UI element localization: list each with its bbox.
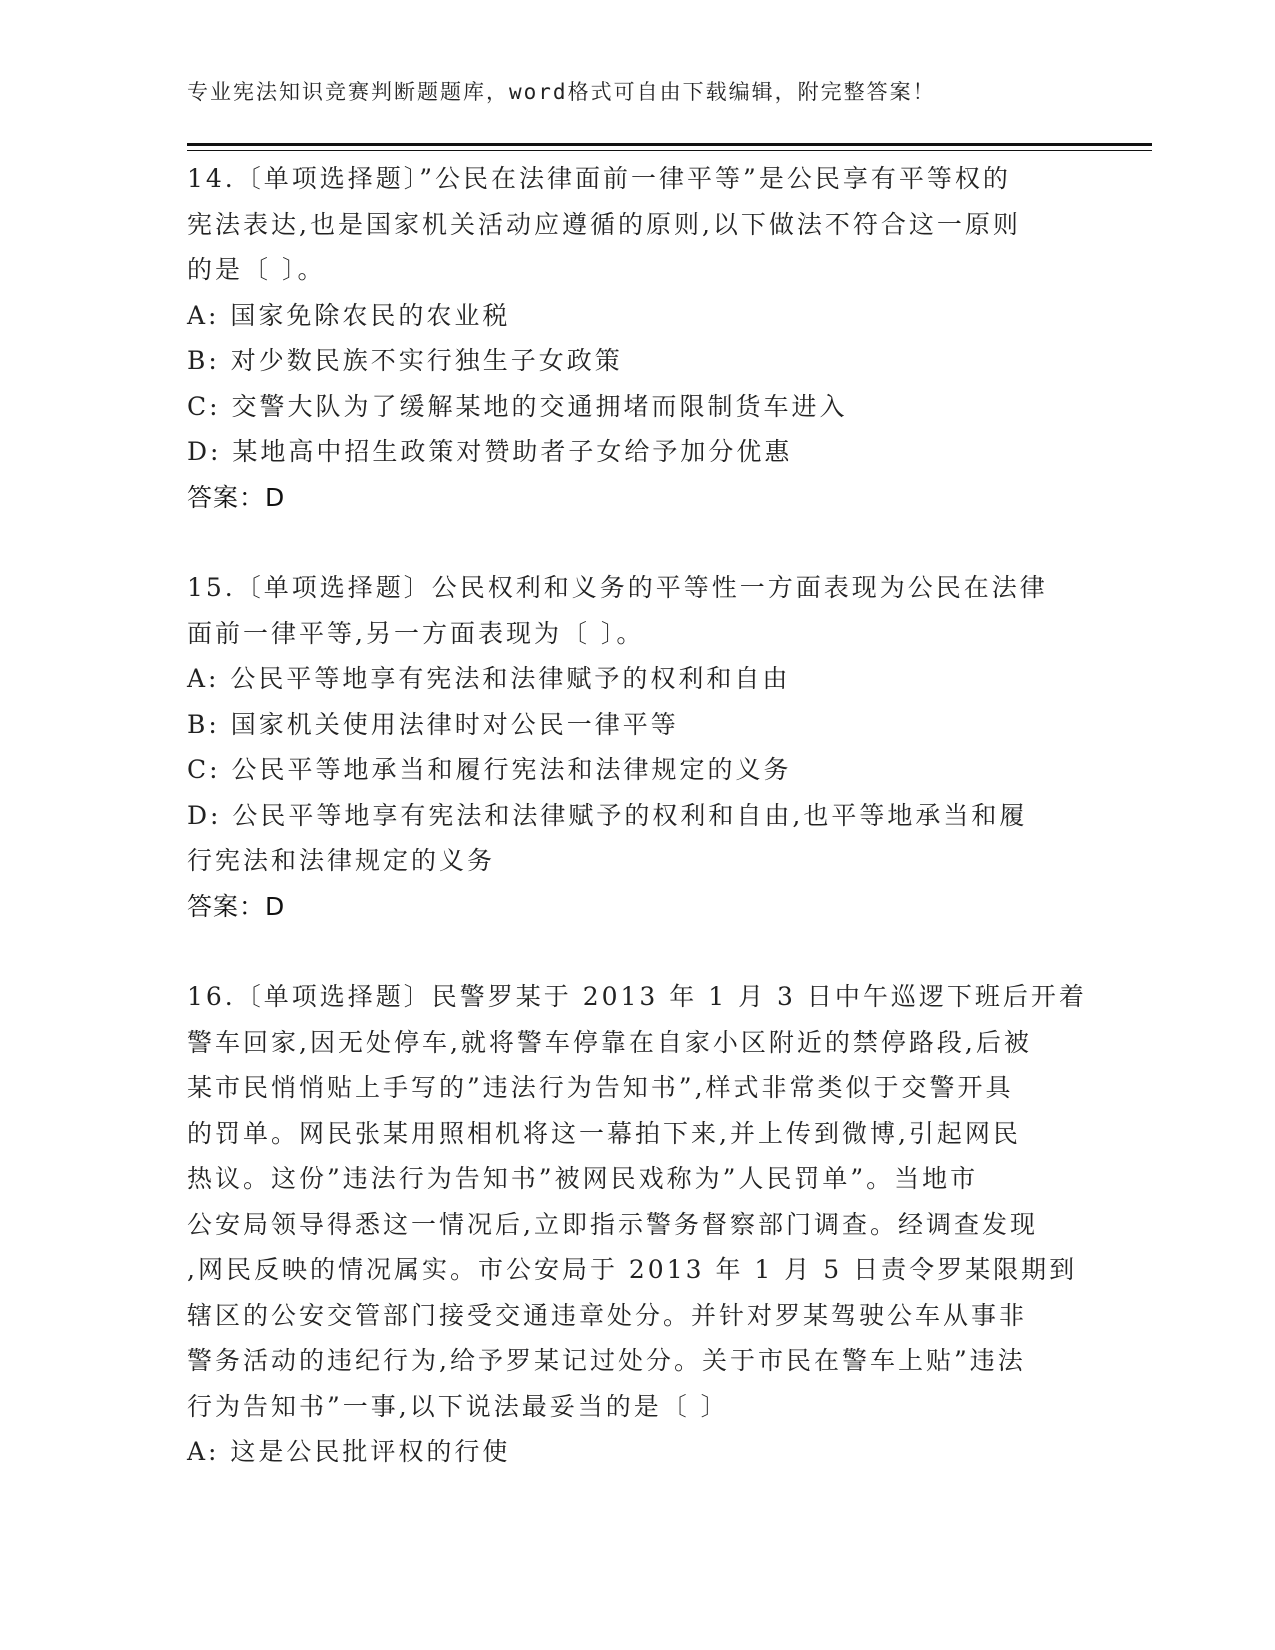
question-stem-line: 宪法表达,也是国家机关活动应遵循的原则,以下做法不符合这一原则 [187, 209, 1021, 239]
option-c: C: 公民平等地承当和履行宪法和法律规定的义务 [187, 755, 792, 784]
option-b: B: 对少数民族不实行独生子女政策 [187, 346, 623, 375]
option-d: D: 公民平等地享有宪法和法律赋予的权利和自由,也平等地承当和履 [187, 800, 1028, 830]
header-rule-thick [187, 143, 1152, 146]
answer-label: 答案：D [187, 482, 286, 512]
option-a: A: 这是公民批评权的行使 [187, 1437, 511, 1466]
question-stem-line: 警车回家,因无处停车,就将警车停靠在自家小区附近的禁停路段,后被 [187, 1027, 1032, 1057]
answer-label: 答案：D [187, 891, 286, 921]
question-stem-line: 14.〔单项选择题〕”公民在法律面前一律平等”是公民享有平等权的 [187, 164, 1011, 193]
option-a: A: 公民平等地享有宪法和法律赋予的权利和自由 [187, 664, 791, 693]
option-c: C: 交警大队为了缓解某地的交通拥堵而限制货车进入 [187, 391, 848, 421]
option-b: B: 国家机关使用法律时对公民一律平等 [187, 709, 679, 739]
question-stem-line: 辖区的公安交管部门接受交通违章处分。并针对罗某驾驶公车从事非 [187, 1300, 1028, 1330]
question-16 [187, 974, 1087, 1475]
question-stem-line: 公安局领导得悉这一情况后,立即指示警务督察部门调查。经调查发现 [187, 1209, 1038, 1239]
question-stem-line: 16.〔单项选择题〕民警罗某于 2013 年 1 月 3 日中午巡逻下班后开着 [187, 982, 1087, 1011]
question-stem-line: 热议。这份”违法行为告知书”被网民戏称为”人民罚单”。当地市 [187, 1164, 979, 1193]
question-stem-line: 的罚单。网民张某用照相机将这一幕拍下来,并上传到微博,引起网民 [187, 1118, 1021, 1148]
question-spacer [187, 929, 1087, 974]
question-stem-line: 警务活动的违纪行为,给予罗某记过处分。关于市民在警车上贴”违法 [187, 1346, 1026, 1375]
option-a: A: 国家免除农民的农业税 [187, 300, 511, 330]
question-14 [187, 156, 1087, 520]
question-spacer [187, 520, 1087, 565]
question-list [187, 156, 1087, 1475]
question-15 [187, 565, 1087, 929]
page-header-title: 专业宪法知识竞赛判断题题库，word格式可自由下载编辑，附完整答案！ [187, 80, 936, 104]
option-d: D: 某地高中招生政策对赞助者子女给予加分优惠 [187, 437, 793, 466]
question-stem-line: 行为告知书”一事,以下说法最妥当的是〔 〕 [187, 1391, 729, 1421]
question-stem-line: 的是〔 〕。 [187, 255, 326, 284]
option-d-continued: 行宪法和法律规定的义务 [187, 846, 496, 875]
question-stem-line: 15.〔单项选择题〕公民权利和义务的平等性一方面表现为公民在法律 [187, 573, 1048, 602]
question-stem-line: 面前一律平等,另一方面表现为〔 〕。 [187, 618, 645, 648]
question-stem-line: 某市民悄悄贴上手写的”违法行为告知书”,样式非常类似于交警开具 [187, 1073, 1014, 1102]
header-rule-thin [187, 150, 1152, 151]
question-stem-line: ,网民反映的情况属实。市公安局于 2013 年 1 月 5 日责令罗某限期到 [187, 1255, 1078, 1284]
